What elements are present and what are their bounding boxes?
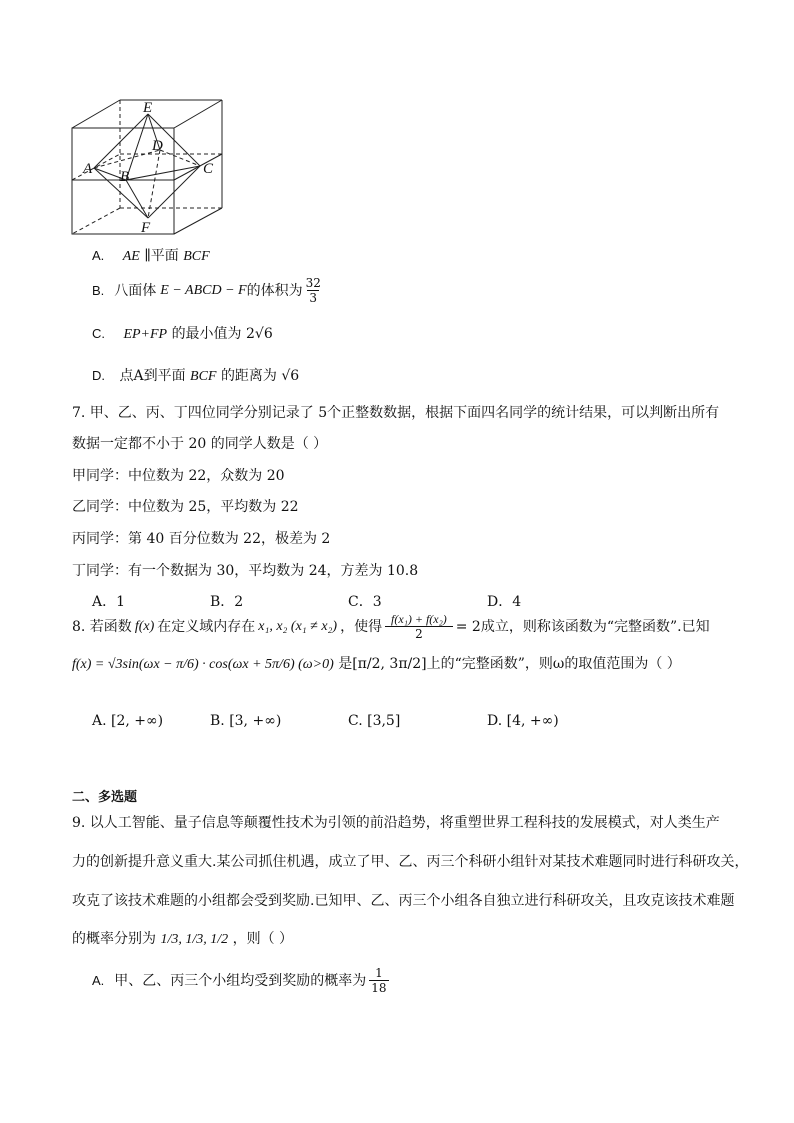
q7-statement-ding: 丁同学：有一个数据为 30，平均数为 24，方差为 10.8 bbox=[72, 563, 419, 579]
q7-statement-yi: 乙同学：中位数为 25，平均数为 22 bbox=[72, 499, 299, 515]
q9-stem-line1: 9. 以人工智能、量子信息等颠覆性技术为引领的前沿趋势，将重塑世界工程科技的发展模式，对人类生产 bbox=[72, 815, 720, 831]
q7-option-b: B．2 bbox=[210, 594, 244, 610]
q7-stem-line2: 数据一定都不小于 20 的同学人数是（ ） bbox=[72, 436, 328, 452]
q8-stem-line1: 8. 若函数 f(x) 在定义域内存在 x₁, x₂ (x₁ ≠ x₂) ，使得 $\frac{\text{f(x₁) + f(x₂)}}{2}$ = 2成立，则称该函数为“完整函数”.已知 bbox=[72, 612, 710, 641]
q6-option-b: B. 八面体 E − ABCD − F 的体积为 $\frac{32}{3}$ bbox=[92, 276, 321, 305]
octahedron-edges bbox=[94, 114, 200, 218]
q7-option-a: A．1 bbox=[92, 594, 126, 610]
q9-stem-line3: 攻克了该技术难题的小组都会受到奖励.已知甲、乙、丙三个小组各自独立进行科研攻关，且攻克该技术难题 bbox=[72, 893, 735, 909]
q8-option-d: D. [4, +∞) bbox=[487, 713, 559, 729]
vertex-label-C: C bbox=[203, 161, 214, 177]
q8-option-a: A. [2, +∞) bbox=[92, 713, 164, 729]
vertex-label-F: F bbox=[141, 220, 151, 236]
q6-option-a: A. AE ∥平面 BCF bbox=[92, 248, 210, 264]
vertex-label-D: D bbox=[152, 138, 163, 154]
q7-option-c: C．3 bbox=[348, 594, 382, 610]
q8-option-b: B. [3, +∞) bbox=[210, 713, 282, 729]
section-heading-multi-choice: 二、多选题 bbox=[72, 789, 138, 804]
q7-statement-bing: 丙同学：第 40 百分位数为 22，极差为 2 bbox=[72, 531, 331, 547]
q7-stem-line1: 7. 甲、乙、丙、丁四位同学分别记录了 5个正整数数据，根据下面四名同学的统计结果，可以判断出所有 bbox=[72, 405, 720, 421]
vertex-label-A: A bbox=[83, 161, 93, 177]
q9-stem-line2: 力的创新提升意义重大.某公司抓住机遇，成立了甲、乙、丙三个科研小组针对某技术难题同时进行科研攻关， bbox=[72, 854, 749, 870]
q6-option-d: D. 点A到平面 BCF 的距离为 √6 bbox=[92, 368, 300, 384]
q9-stem-line4: 的概率分别为 1/3, 1/3, 1/2 ，则（ ） bbox=[72, 931, 294, 947]
vertex-label-E: E bbox=[143, 100, 153, 116]
q7-option-d: D．4 bbox=[487, 594, 522, 610]
q6-option-c: C. EP+FP 的最小值为 2√6 bbox=[92, 326, 273, 342]
q8-average-fraction: $\frac{\text{f(x₁) + f(x₂)}}{2}$ bbox=[385, 612, 453, 641]
q8-option-c: C. [3,5] bbox=[348, 713, 401, 729]
q9-option-a: A. 甲、乙、丙三个小组均受到奖励的概率为 $\frac{1}{18}$ bbox=[92, 966, 387, 995]
q7-statement-jia: 甲同学：中位数为 22，众数为 20 bbox=[72, 468, 285, 484]
cube-octahedron-figure bbox=[70, 98, 230, 240]
vertex-label-B: B bbox=[120, 169, 130, 185]
fraction-1-18: $\frac{1}{18}$ bbox=[371, 966, 387, 995]
fraction-32-3: $\frac{32}{3}$ bbox=[305, 276, 321, 305]
q8-stem-line2: f(x) = √3sin(ωx − π/6) · cos(ωx + 5π/6) (ω>0) 是[π/2, 3π/2]上的“完整函数”，则ω的取值范围为（ ） bbox=[72, 656, 681, 672]
